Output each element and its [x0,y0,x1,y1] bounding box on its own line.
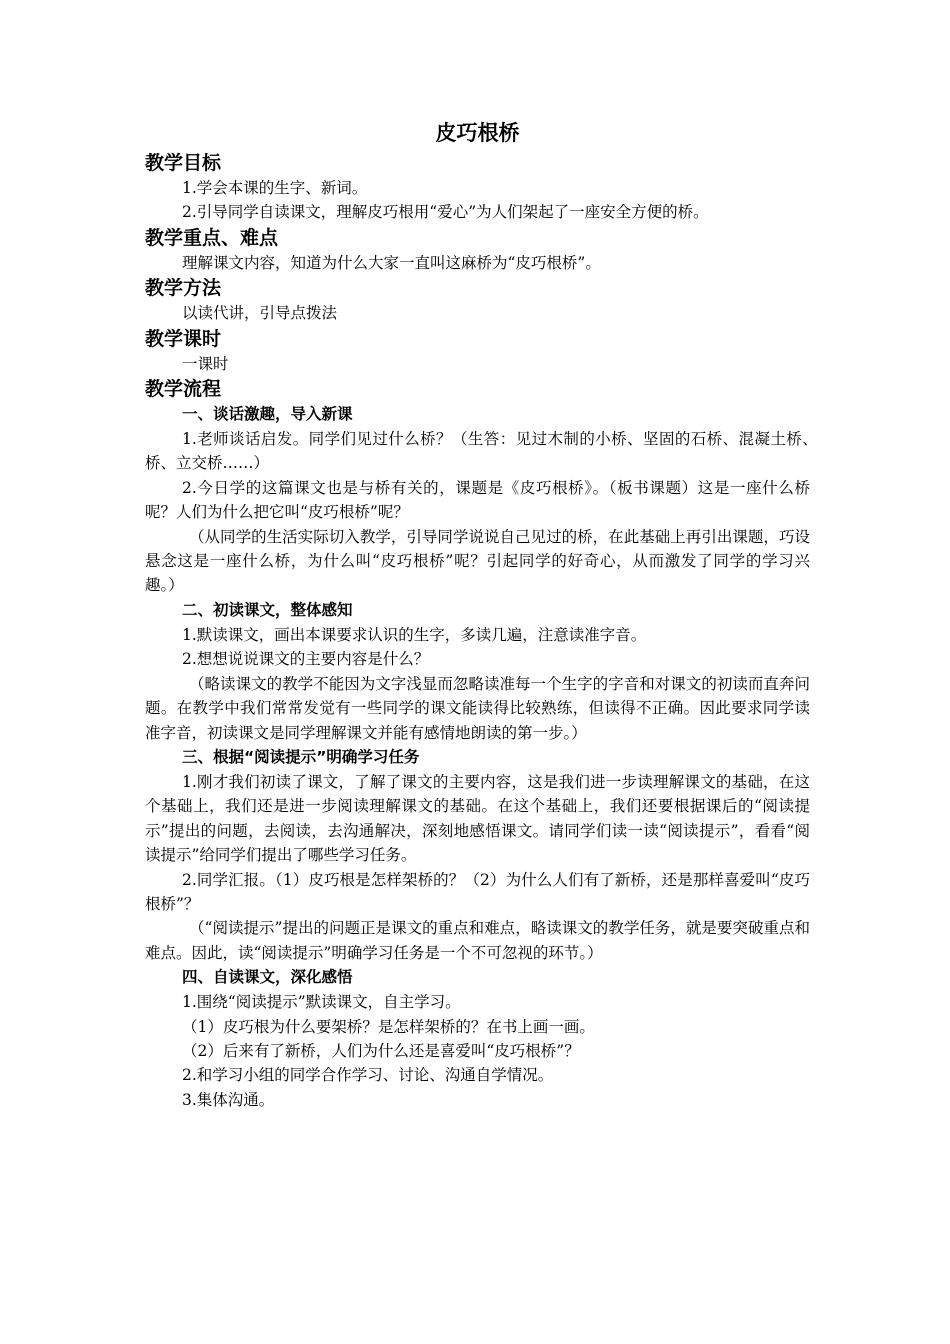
step-heading-2: 二、初读课文，整体感知 [182,600,353,619]
step-heading-1: 一、谈话激趣，导入新课 [182,405,353,424]
step-heading-4: 四、自读课文，深化感悟 [182,968,353,987]
step-note: （“阅读提示”提出的问题正是课文的重点和难点，略读课文的教学任务，就是要突破重点和难点。因此，读“阅读提示”明确学习任务是一个不可忽视的环节。） [145,919,810,962]
step-paragraph: 1.刚才我们初读了课文，了解了课文的主要内容，这是我们进一步读理解课文的基础，在这个基础上，我们还是进一步阅读理解课文的基础。在这个基础上，我们还要根据课后的“阅读提示”提出的问题，去阅读，去沟通解决，深刻地感悟课文。请同学们读一读“阅读提示”，看看“阅读提示”给同学们提出了哪些学习任务。 [145,772,810,865]
step-paragraph: 2.同学汇报。（1）皮巧根是怎样架桥的？（2）为什么人们有了新桥，还是那样喜爱叫“皮巧根桥”？ [145,870,810,913]
step-paragraph: 1.默读课文，画出本课要求认识的生字，多读几遍，注意读准字音。 [182,625,647,644]
step-paragraph: 1.围绕“阅读提示”默读课文，自主学习。 [182,993,461,1012]
step-paragraph: 1.老师谈话启发。同学们见过什么桥？（生答：见过木制的小桥、坚固的石桥、混凝土桥、 桥、立交桥……） [145,430,857,473]
goal-item: 2.引导同学自读课文，理解皮巧根用“爱心”为人们架起了一座安全方便的桥。 [182,203,709,222]
section-heading-process: 教学流程 [145,378,222,401]
step-paragraph: （2）后来有了新桥，人们为什么还是喜爱叫“皮巧根桥”？ [182,1041,580,1060]
step-note: （从同学的生活实际切入教学，引导同学说说自己见过的桥，在此基础上再引出课题，巧设悬念这是一座什么桥，为什么叫“皮巧根桥”呢？引起同学的好奇心，从而激发了同学的学习兴趣。） [145,527,810,595]
goal-item: 1.学会本课的生字、新词。 [182,179,368,197]
period-text: 一课时 [182,354,229,373]
section-heading-method: 教学方法 [145,277,222,300]
section-heading-period: 教学课时 [145,327,222,350]
section-heading-key-points: 教学重点、难点 [145,226,279,249]
step-paragraph: 2.和学习小组的同学合作学习、讨论、沟通自学情况。 [182,1066,554,1085]
step-paragraph: 3.集体沟通。 [182,1090,275,1109]
step-paragraph: 2.想想说说课文的主要内容是什么？ [182,650,430,669]
step-note: （略读课文的教学不能因为文字浅显而忽略读准每一个生字的字音和对课文的初读而直奔问题。在教学中我们常常发觉有一些同学的课文能读得比较熟练，但读得不正确。因此要求同学读准字音，初读课文是同学理解课文并能有感情地朗读的第一步。） [145,674,810,742]
step-heading-3: 三、根据“阅读提示”明确学习任务 [182,747,420,766]
step-paragraph: （1）皮巧根为什么要架桥？是怎样架桥的？在书上画一画。 [182,1017,595,1036]
method-text: 以读代讲，引导点拨法 [182,304,338,323]
section-heading-goals: 教学目标 [145,152,222,174]
page-title: 皮巧根桥 [435,121,520,145]
key-points-text: 理解课文内容，知道为什么大家一直叫这麻桥为“皮巧根桥”。 [182,253,601,272]
step-paragraph: 2.今日学的这篇课文也是与桥有关的，课题是《皮巧根桥》。（板书课题）这是一座什么桥呢？人们为什么把它叫“皮巧根桥”呢？ [145,478,810,522]
